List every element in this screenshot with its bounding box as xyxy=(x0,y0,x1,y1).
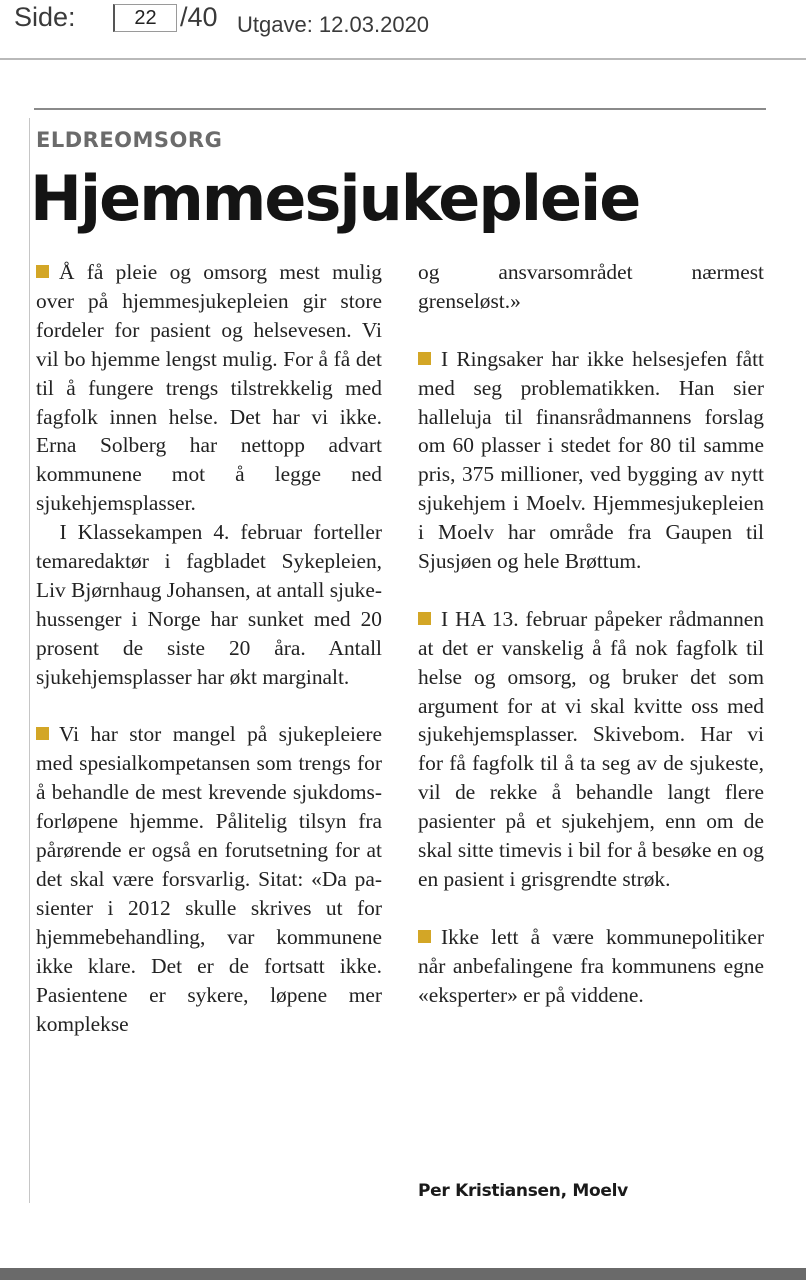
bottom-bar xyxy=(0,1268,806,1280)
article-headline: Hjemmesjukepleie xyxy=(30,162,640,235)
bullet-marker xyxy=(418,612,431,625)
paragraph xyxy=(36,518,382,691)
article-column-right xyxy=(418,258,764,1010)
bullet-marker xyxy=(418,930,431,943)
paragraph-text: I Klassekampen 4. februar forteller temaredaktør i fagbladet Sykepleien, Liv Bjørnhaug Johansen, at antall sjukehussenger i Norge har sunket med 20 prosent de siste 20 åra. Antall sjukehjemsplasser har økt marginalt. xyxy=(36,520,382,689)
paragraph xyxy=(36,258,382,518)
total-pages: /40 xyxy=(180,2,218,32)
bullet-marker xyxy=(418,352,431,365)
paragraph-text: I Ringsaker har ikke helsesjefen fått med seg problematikken. Han sier halleluja til finansrådmannens forslag om 60 plasser i stedet for 80 til samme pris, 375 millioner, ved bygging av nytt sjukehjem i Moelv. Hjemmesjukepleien i Moelv har område fra Gaupen til Sjusjøen og hele Brøttum. xyxy=(418,346,764,574)
article-column-left xyxy=(36,258,382,1038)
bullet-marker xyxy=(36,727,49,740)
paragraph xyxy=(36,720,382,1038)
page-number-input[interactable] xyxy=(113,4,177,32)
page-label: Side: xyxy=(14,2,76,32)
article-kicker: ELDREOMSORG xyxy=(36,128,223,152)
paragraph xyxy=(418,258,764,316)
paragraph-text: Vi har stor mangel på sjukepleiere med spesialkompetansen som trengs for å behandle de mest krevende sjukdomsforløpene hjemme. Pålitelig tilsyn fra pårørende er også en forutsetning for at det skal være forsvarlig. Sitat: «Da pasienter i 2012 skulle skrives ut for hjemmebehandling, var kommunene ikke klare. Det er de fortsatt ikke. Pasientene er sykere, løpene mer komplekse xyxy=(36,722,382,1036)
bullet-marker xyxy=(36,265,49,278)
page-navigation-bar xyxy=(0,0,806,58)
paragraph xyxy=(418,923,764,1010)
paragraph-text: I HA 13. februar påpeker rådmannen at det er vanskelig å få nok fagfolk til helse og omsorg, og bruker det som argument for at vi skal kvitte oss med sjukehjemsplasser. Skivebom. Har vi for få fagfolk til å ta seg av de sjukeste, vil de rekke å behandle langt flere pasienter på et sjukehjem, enn om de skal sitte timevis i bil for å besøke en og en pasient i grisgrendte strøk. xyxy=(418,606,764,891)
edition-date: Utgave: 12.03.2020 xyxy=(237,12,430,37)
paragraph-text: og ansvarsområdet nærmest grenseløst.» xyxy=(418,260,764,313)
navigation-divider xyxy=(0,58,806,60)
paragraph xyxy=(418,605,764,894)
paragraph xyxy=(418,345,764,576)
article-top-divider xyxy=(34,108,766,110)
article-signature: Per Kristiansen, Moelv xyxy=(418,1181,628,1201)
paragraph-text: Ikke lett å være kommunepolitiker når anbefalingene fra kommunens egne «eksperter» er på viddene. xyxy=(418,924,764,1007)
article-left-border xyxy=(29,118,30,1203)
paragraph-text: Å få pleie og omsorg mest mulig over på hjemmesjukepleien gir store fordeler for pasient og helsevesen. Vi vil bo hjemme lengst mulig. For å få det til å fungere trengs tilstrekkelig med fagfolk innen helse. Det har vi ikke. Erna Solberg har nettopp advart kommunene mot å legge ned sjukehjemsplasser. xyxy=(36,260,382,516)
